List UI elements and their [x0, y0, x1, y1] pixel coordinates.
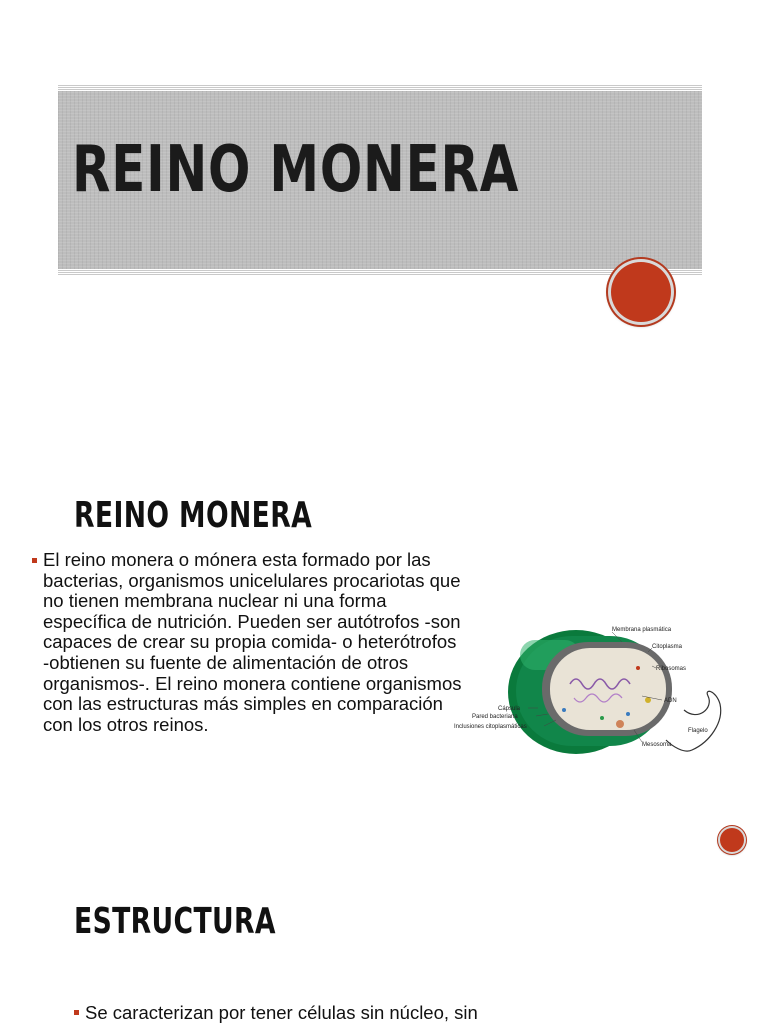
- banner-stripe-top: [58, 84, 702, 91]
- title-banner: [58, 84, 702, 276]
- bullet-list: [32, 550, 462, 735]
- mesosome-dot: [616, 720, 624, 728]
- bullet-square-icon: [74, 1010, 79, 1015]
- bullet-text: El reino monera o mónera esta formado por las bacterias, organismos unicelulares procariotas que no tienen membrana nuclear ni una forma específica de nutrición. Pueden ser autótrofos -son capaces de crear su propia comida- o heterótrofos -obtienen su fuente de alimentación de otros organismos-. El reino monera contiene organismos con las estructuras más simples en comparación con los otros reinos.: [43, 549, 462, 735]
- slide-title: REINO MONERA: [72, 133, 520, 207]
- list-item: [74, 1002, 734, 1024]
- label-inclusiones: Inclusiones citoplasmáticas: [454, 724, 527, 730]
- decorative-circle-large: [608, 259, 674, 325]
- bullet-square-icon: [32, 558, 37, 563]
- label-membrana: Membrana plasmática: [612, 627, 672, 633]
- banner-stripe-bottom: [58, 269, 702, 276]
- ribosome-dot: [636, 666, 640, 670]
- label-adn: ADN: [664, 698, 677, 704]
- ribosome-dot: [600, 716, 604, 720]
- section-heading-reino-monera: REINO MONERA: [74, 495, 313, 536]
- label-ribosomas: Ribosomas: [656, 666, 687, 672]
- bullet-text: Se caracterizan por tener células sin núcleo, sin: [85, 1002, 478, 1023]
- label-mesosoma: Mesosoma: [642, 742, 672, 748]
- list-item: [32, 550, 462, 735]
- section-heading-estructura: ESTRUCTURA: [74, 901, 276, 942]
- label-flagelo: Flagelo: [688, 728, 708, 734]
- decorative-circle-small: [718, 826, 746, 854]
- bacteria-diagram: [452, 618, 732, 758]
- bullet-list-estructura: [74, 1002, 734, 1024]
- cytoplasm-shape: [550, 648, 666, 730]
- ribosome-dot: [562, 708, 566, 712]
- ribosome-dot: [626, 712, 630, 716]
- label-capsula: Cápsula: [498, 706, 521, 712]
- ribosome-dot: [645, 697, 651, 703]
- label-pared: Pared bacteriana: [472, 714, 518, 720]
- label-citoplasma: Citoplasma: [652, 644, 683, 650]
